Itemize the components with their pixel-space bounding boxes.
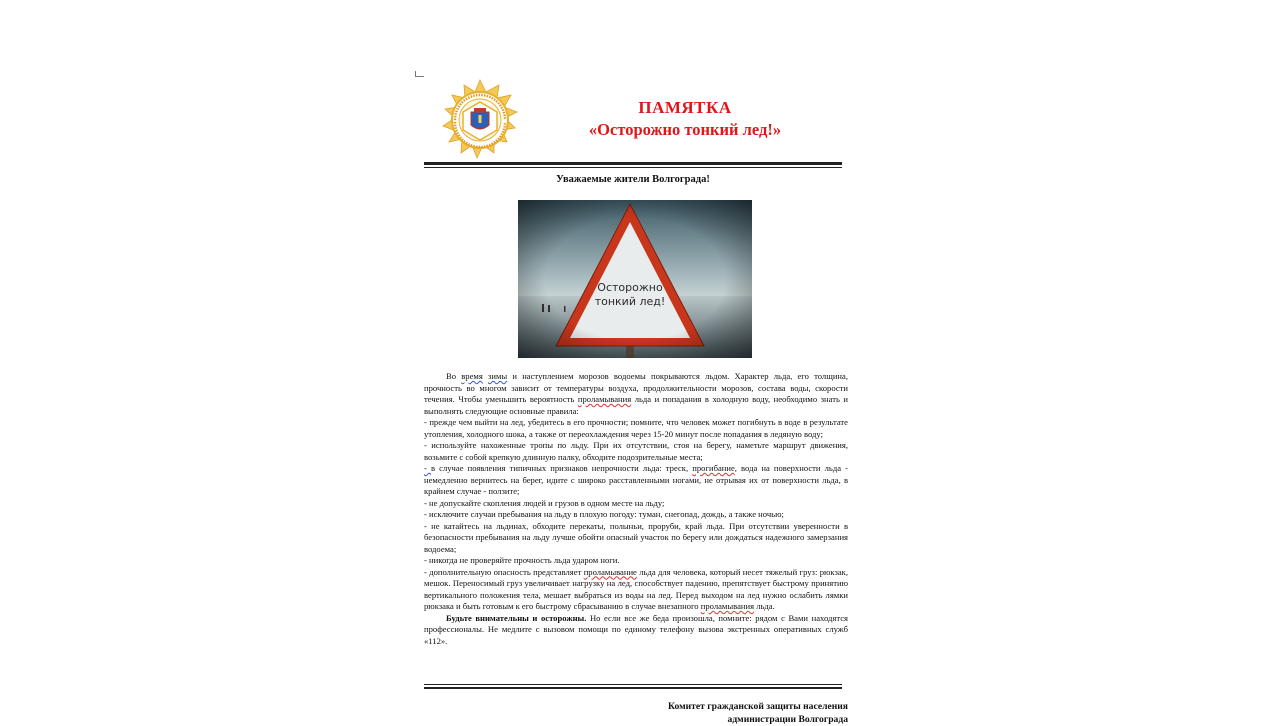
header-divider-thick <box>424 162 842 165</box>
civil-defense-emblem-icon <box>436 78 524 162</box>
memo-body <box>424 371 848 647</box>
page-corner-mark <box>415 71 424 77</box>
header-divider-thin <box>424 167 842 168</box>
rule-item: - не допускайте скопления людей и грузов в одном месте на льду; <box>424 497 665 508</box>
footer-line-administration: администрации Волгограда <box>727 714 848 725</box>
footer-line-committee: Комитет гражданской защиты населения <box>668 701 848 712</box>
rule-item: - используйте нахоженные тропы по льду. При их отсутствии, стоя на берегу, наметьте маршрут движения, возьмите с собой крепкую длинную палку, обходите подозрительные места; <box>424 440 848 462</box>
footer-divider-thin <box>424 684 842 685</box>
thin-ice-warning-photo <box>518 200 752 358</box>
intro-paragraph: Во время зимы и наступлением морозов водоемы покрываются льдом. Характер льда, его толщина, прочность во многом зависит от температуры воздуха, продолжительности морозов, состава воды, скорости течения. Чтобы уменьшить вероятность проламывания льда и попадания в холодную воду, необходимо знать и выполнять следующие основные правила: <box>424 371 848 416</box>
rule-item: - в случае появления типичных признаков непрочности льда: треск, прогибание, вода на поверхности льда - немедленно вернитесь на берег, идите с широко расставленными ногами, не отрывая их от поверхности льда, в крайнем случае - ползите; <box>424 463 848 496</box>
memo-subtitle: «Осторожно тонкий лед!» <box>588 120 782 139</box>
rule-item: - не катайтесь на льдинах, обходите перекаты, полыньи, проруби, край льда. При отсутствии уверенности в безопасности пребывания на льду лучше обойти опасный участок по берегу или дождаться надежного замерзания водоема; <box>424 520 848 554</box>
greeting-heading: Уважаемые жители Волгограда! <box>556 174 710 185</box>
footer-divider-thick <box>424 687 842 689</box>
rule-item: - исключите случаи пребывания на льду в плохую погоду: туман, снегопад, дождь, а также ночью; <box>424 509 784 519</box>
rule-item: - прежде чем выйти на лед, убедитесь в его прочности; помните, что человек может погибнуть в воде в результате утопления, холодного шока, а также от переохлаждения через 15-20 минут после попадания в ледяную воду; <box>424 417 848 439</box>
footer-signature <box>548 700 848 726</box>
memo-title: ПАМЯТКА <box>638 98 732 117</box>
rule-item: - дополнительную опасность представляет проламывание льда для человека, который несет тяжелый груз: рюкзак, мешок. Переносимый груз увеличивает нагрузку на лед, способствует падению, препятствует быстрому принятию вертикального положения тела, мешает выбраться из воды на лед. Перед выходом на лед нужно ослабить лямки рюкзака и быть готовым к его быстрому сбрасыванию в случае внезапного проламывания льда. <box>424 566 849 611</box>
closing-paragraph: Будьте внимательны и осторожны. Но если все же беда произошла, помните: рядом с Вами находятся профессионалы. Не медлите с вызовом помощи по единому телефону вызова экстренных оперативных служб «112». <box>424 612 848 646</box>
rule-item: - никогда не проверяйте прочность льда ударом ноги. <box>424 555 620 565</box>
